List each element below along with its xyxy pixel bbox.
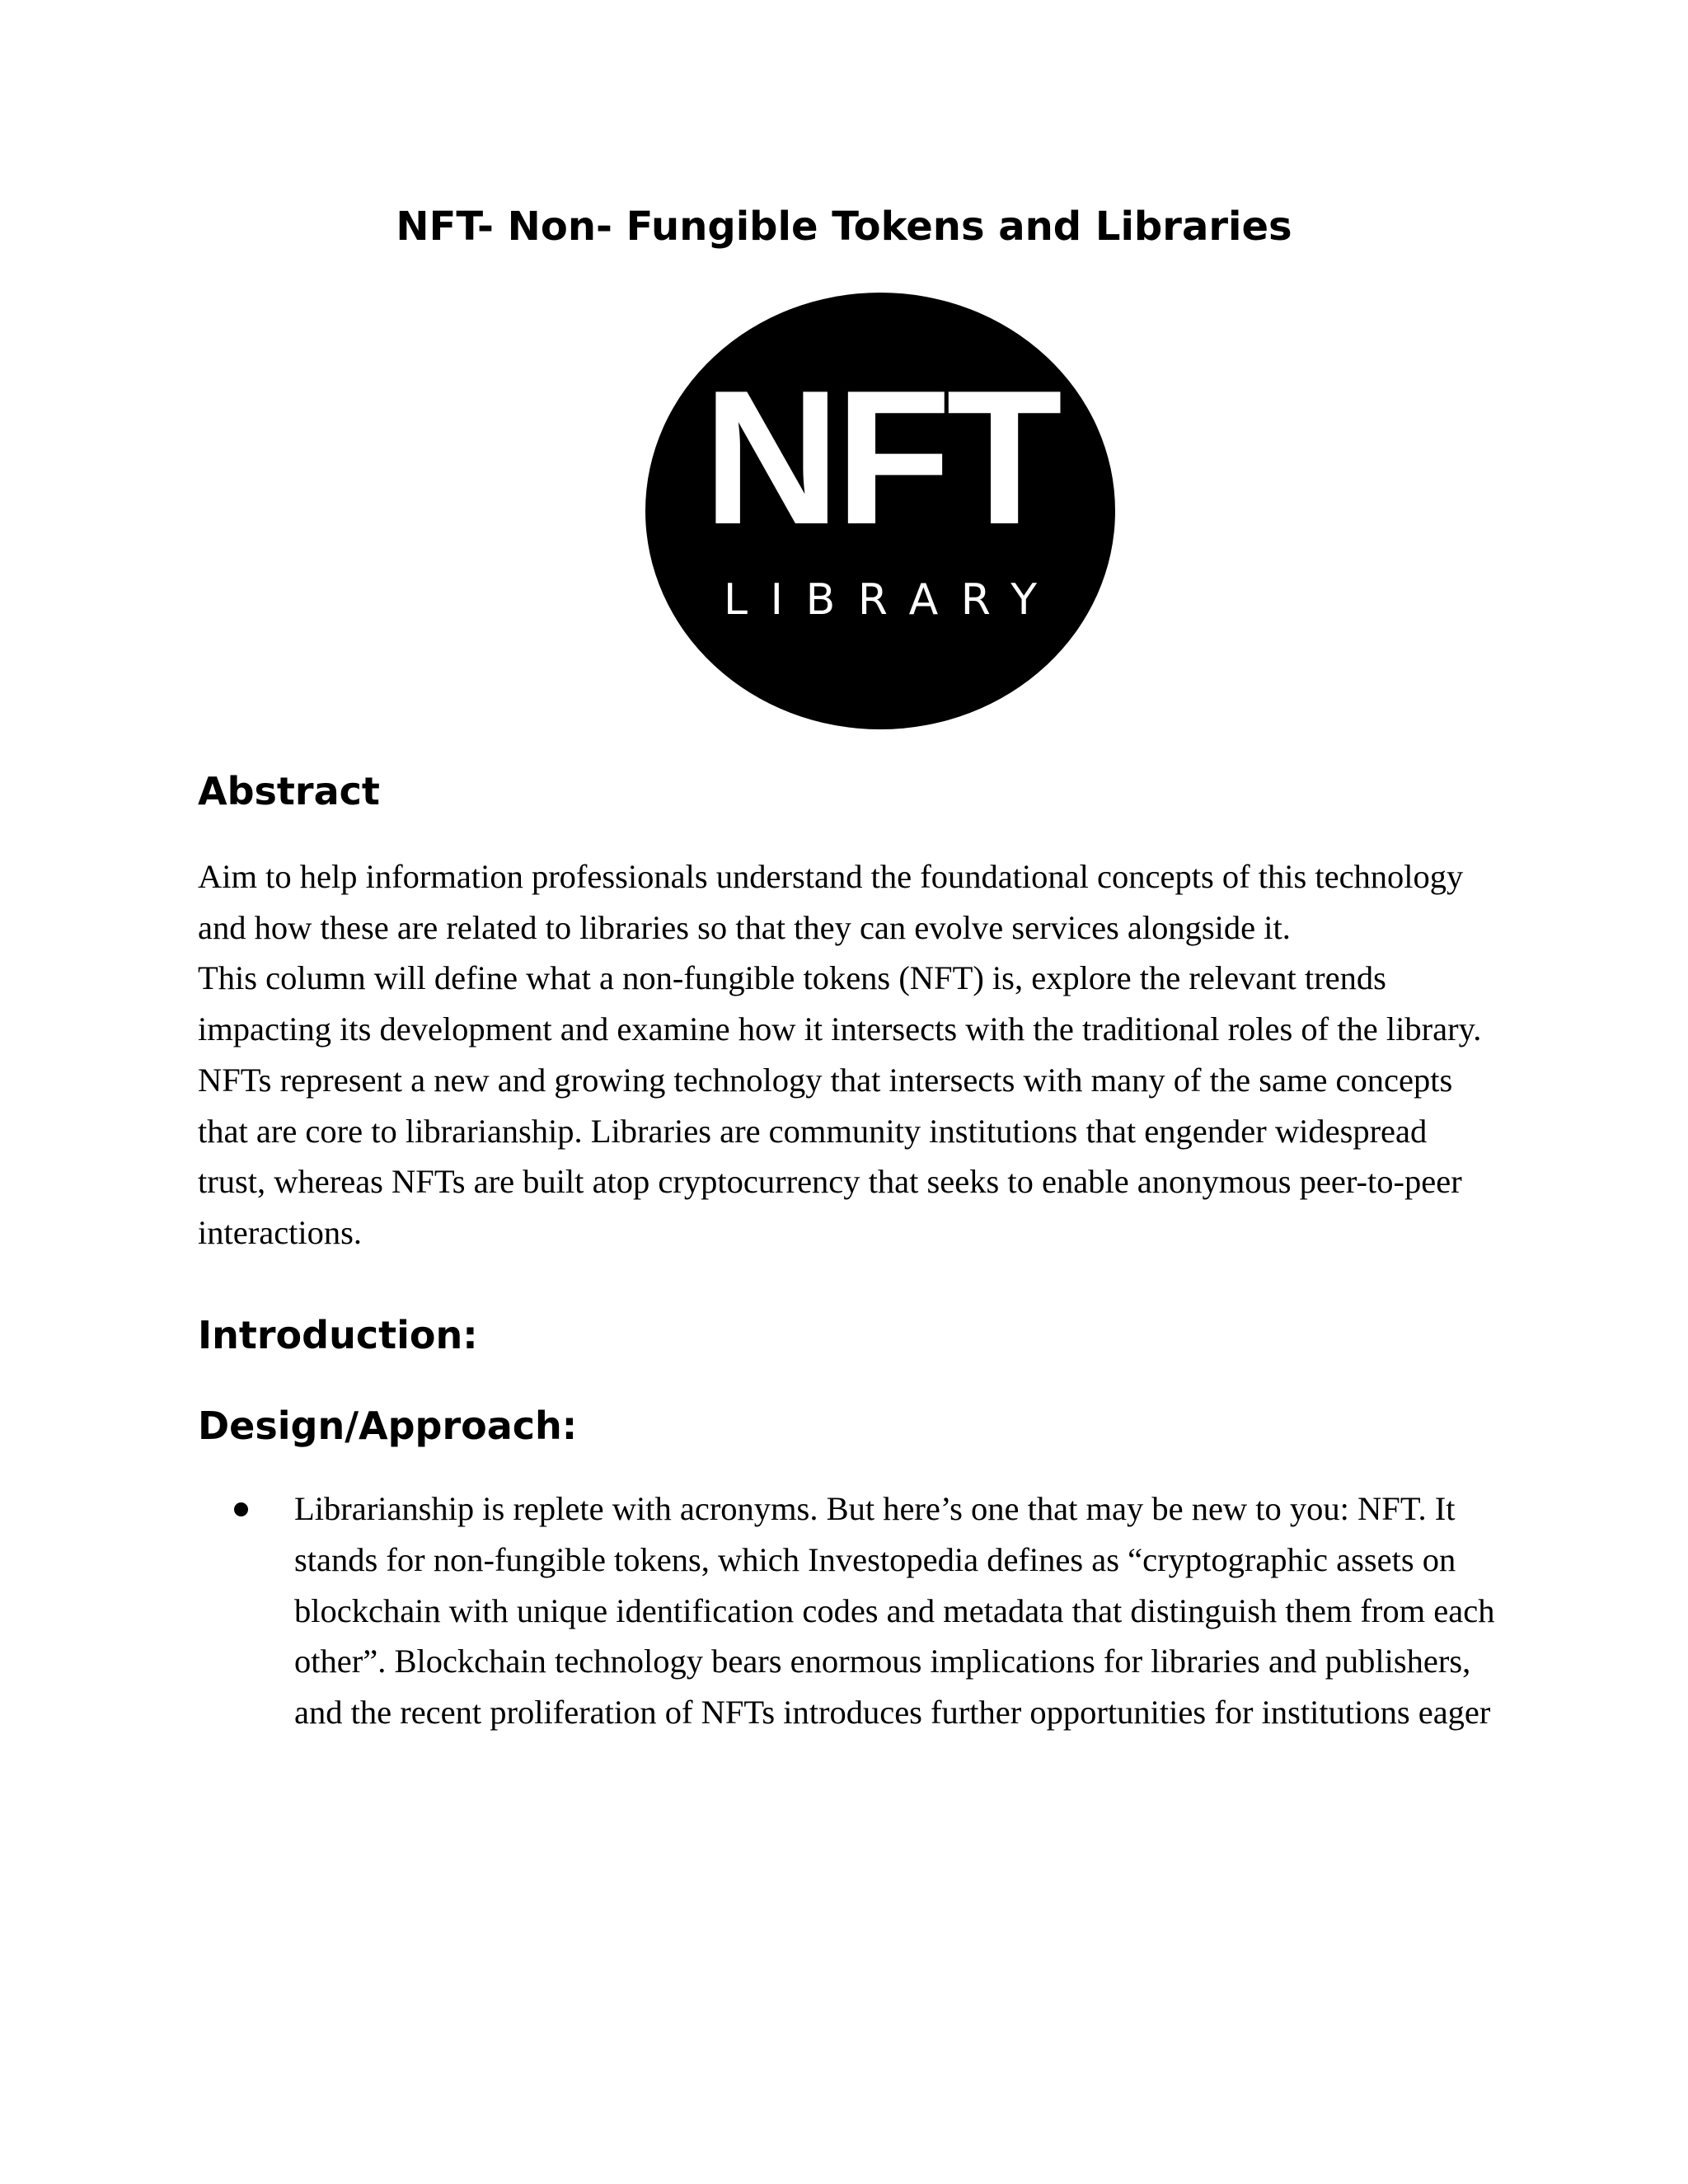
bullet-text: Librarianship is replete with acronyms. But here’s one that may be new to you: NFT. It stands for non-fungible tokens, which Investopedia defines as “cryptographic assets on blockchain with unique identification codes and metadata that distinguish them from each other”. Blockchain technology bears enormous implications for libraries and publishers, and the recent proliferation of NFTs introduces further opportunities for institutions eager (294, 1490, 1495, 1732)
bullet-icon (234, 1502, 248, 1516)
abstract-paragraph: This column will define what a non-fungible tokens (NFT) is, explore the relevant trends impacting its development and examine how it intersects with the traditional roles of the library. NFTs represent a new and growing technology that intersects with many of the same concepts that are core to librarianship. Libraries are community institutions that engender widespread trust, whereas NFTs are built atop cryptocurrency that seeks to enable anonymous peer-to-peer interactions. (198, 959, 1482, 1251)
abstract-body (198, 851, 1500, 1258)
introduction-heading: Introduction: (198, 1313, 478, 1357)
design-bullet-list (198, 1483, 1517, 1738)
document-title: NFT- Non- Fungible Tokens and Libraries (396, 204, 1292, 250)
logo-sub-text: LIBRARY (724, 575, 1037, 625)
abstract-heading: Abstract (198, 769, 380, 813)
nft-library-logo (645, 293, 1115, 729)
list-item (198, 1483, 1517, 1738)
logo-main-text: NFT (703, 351, 1062, 565)
design-approach-heading: Design/Approach: (198, 1404, 578, 1448)
abstract-paragraph: Aim to help information professionals understand the foundational concepts of this technology and how these are related to libraries so that they can evolve services alongside it. (198, 858, 1464, 946)
